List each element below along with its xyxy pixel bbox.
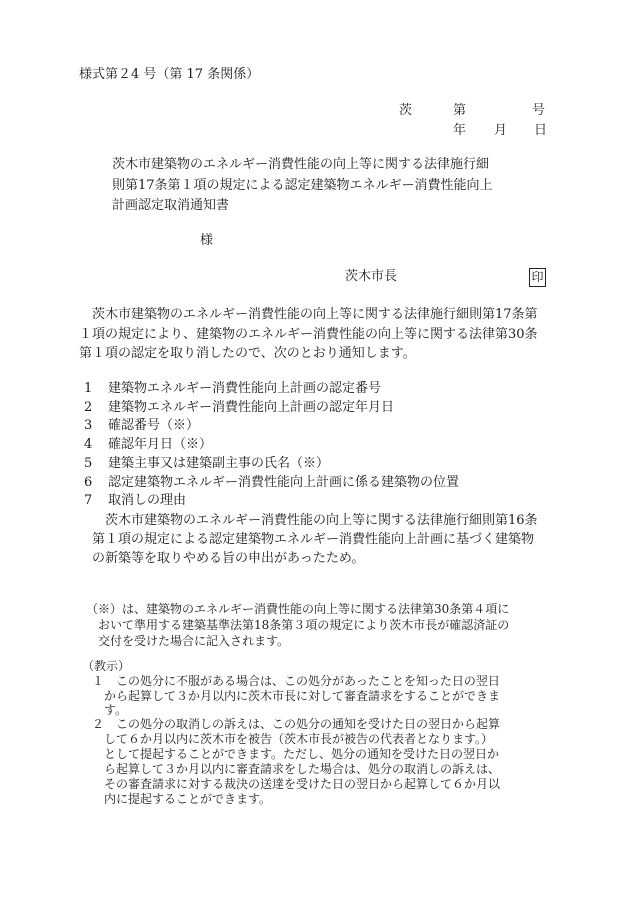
addressee-suffix: 様 — [200, 233, 214, 248]
list-item — [84, 492, 186, 510]
title-line-1: 茨木市建築物のエネルギー消費性能の向上等に関する法律施行細 — [112, 157, 490, 172]
form-label: 様式第２4 号（第 17 条関係） — [79, 67, 260, 82]
list-item — [84, 436, 212, 454]
note-line-2: おいて準用する建築基準法第18条第３項の規定により茨木市長が確認済証の — [98, 618, 510, 632]
kyoji-label: （教示） — [82, 659, 131, 673]
issuer: 茨木市長 — [345, 269, 398, 284]
title-line-3: 計画認定取消通知書 — [112, 198, 230, 213]
note-line-1: （※）は、建築物のエネルギー消費性能の向上等に関する法律第30条第４項に — [86, 602, 510, 616]
item-number: 5 — [84, 456, 93, 471]
reason-line-2: 第１項の規定による認定建築物エネルギー消費性能向上計画に基づく建築物 — [92, 532, 535, 547]
kyoji-2-line-6: 内に提起することができます。 — [104, 792, 272, 806]
item-text: 建築物エネルギー消費性能向上計画の認定番号 — [108, 381, 382, 396]
item-number: 3 — [84, 418, 93, 433]
item-text: 確認番号（※） — [108, 418, 200, 433]
kyoji-1-line-2: から起算して３か月以内に茨木市長に対して審査請求をすることができま — [104, 689, 501, 703]
kyoji-2-line-2: して６か月以内に茨木市を被告（茨木市長が被告の代表者となります。） — [104, 732, 494, 746]
reason-line-3: の新築等を取りやめる旨の申出があったため。 — [92, 551, 365, 566]
body-line-1: 茨木市建築物のエネルギー消費性能の向上等に関する法律施行細則第17条第 — [92, 307, 538, 322]
item-text: 建築物エネルギー消費性能向上計画の認定年月日 — [108, 400, 395, 415]
reason-line-1: 茨木市建築物のエネルギー消費性能の向上等に関する法律施行細則第16条 — [105, 513, 538, 528]
list-item — [84, 417, 199, 435]
kyoji-2-line-1: ２ この処分の取消しの訴えは、この処分の通知を受けた日の翌日から起算 — [92, 717, 501, 731]
date-month: 月 — [494, 123, 508, 138]
doc-number-prefix: 茨 — [399, 103, 413, 118]
body-line-2: １項の規定により、建築物のエネルギー消費性能の向上等に関する法律第30条 — [79, 327, 538, 342]
kyoji-1-line-3: す。 — [104, 703, 128, 717]
list-item — [84, 474, 459, 492]
item-text: 確認年月日（※） — [108, 437, 213, 452]
kyoji-2-line-5: その審査請求に対する裁決の送達を受けた日の翌日から起算して６か月以 — [104, 777, 501, 791]
item-text: 認定建築物エネルギー消費性能向上計画に係る建築物の位置 — [108, 475, 460, 490]
item-number: 7 — [84, 493, 93, 508]
item-number: 6 — [84, 475, 93, 490]
note-line-3: 交付を受けた場合に記入されます。 — [98, 634, 290, 648]
item-number: 4 — [84, 437, 93, 452]
body-line-3: 第１項の認定を取り消したので、次のとおり通知します。 — [79, 346, 416, 361]
doc-number-dai: 第 — [453, 103, 467, 118]
doc-number-go: 号 — [532, 103, 546, 118]
kyoji-2-line-4: ら起算して３か月以内に審査請求をした場合は、処分の取消しの訴えは、 — [104, 762, 501, 776]
item-text: 取消しの理由 — [108, 493, 187, 508]
item-number: 1 — [84, 381, 93, 396]
list-item — [84, 380, 381, 398]
item-text: 建築主事又は建築副主事の氏名（※） — [108, 456, 330, 471]
kyoji-2-line-3: として提起することができます。ただし、処分の通知を受けた日の翌日か — [104, 747, 500, 761]
date-day: 日 — [534, 123, 548, 138]
item-number: 2 — [84, 400, 93, 415]
list-item — [84, 455, 329, 473]
kyoji-1-line-1: １ この処分に不服がある場合は、この処分があったことを知った日の翌日 — [92, 674, 500, 688]
list-item — [84, 399, 394, 417]
seal-box: 印 — [529, 268, 546, 287]
date-year: 年 — [453, 123, 467, 138]
title-line-2: 則第17条第１項の規定による認定建築物エネルギー消費性能向上 — [112, 178, 493, 193]
